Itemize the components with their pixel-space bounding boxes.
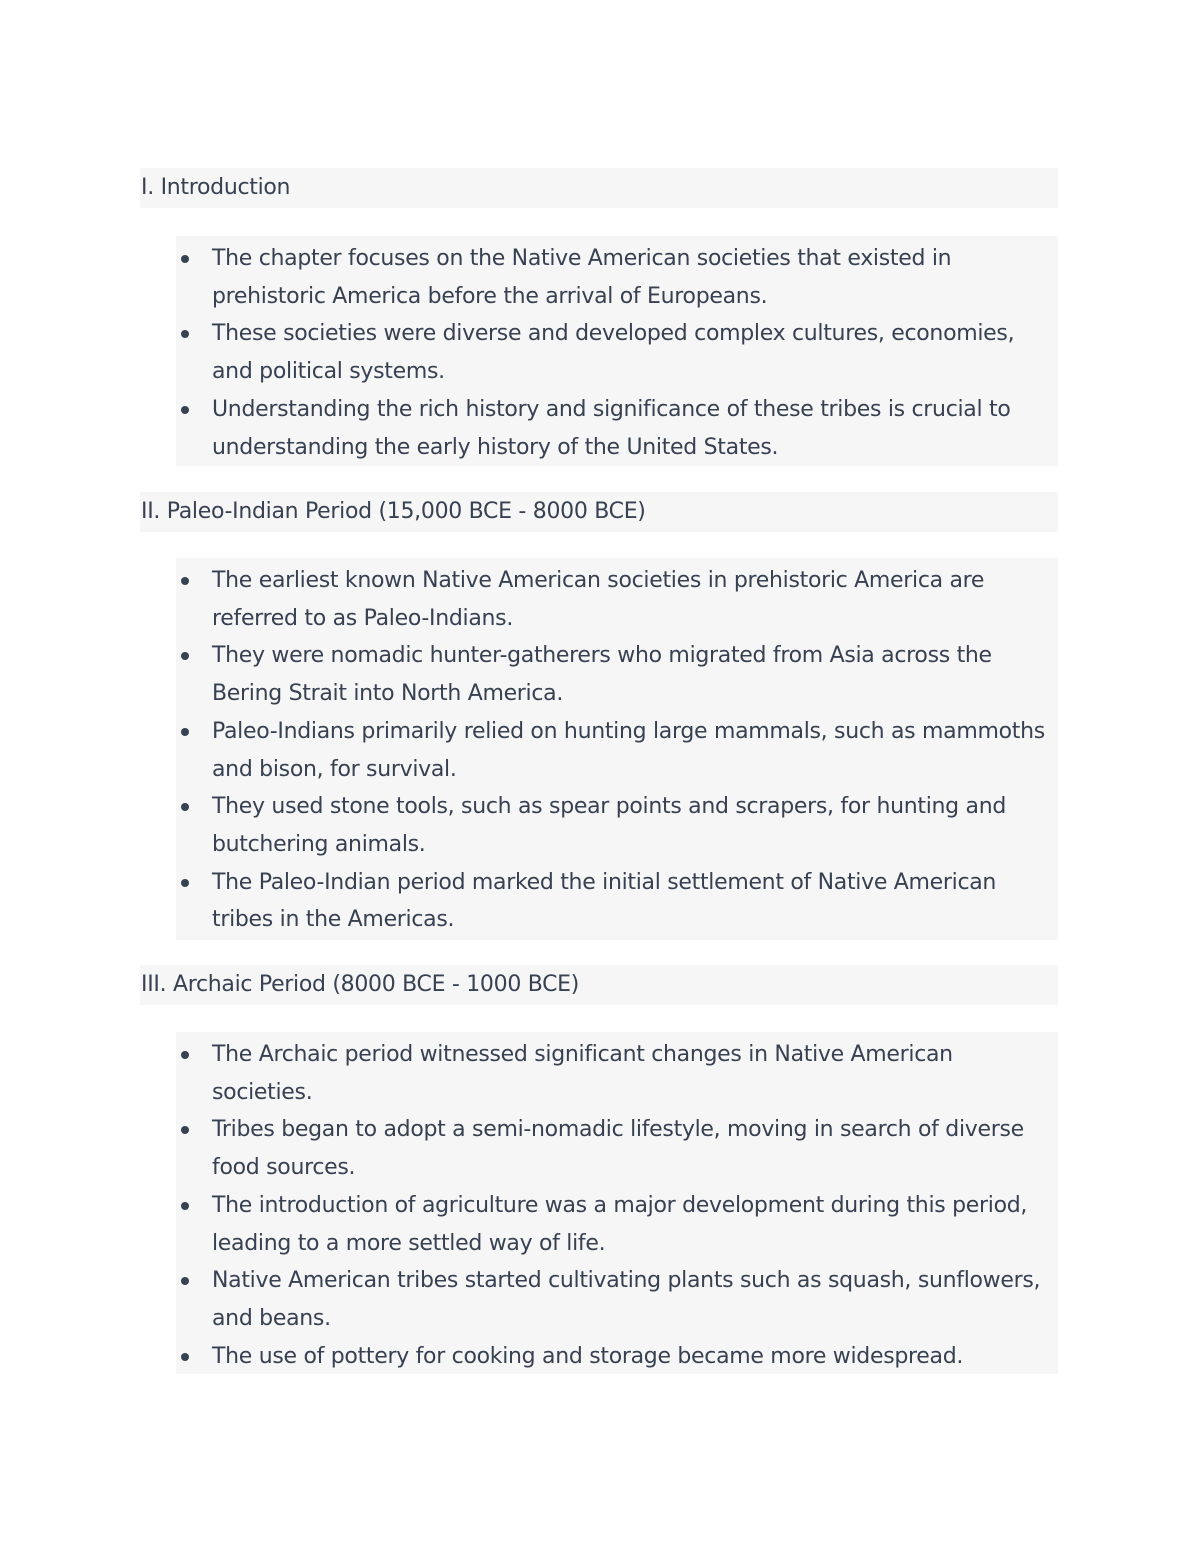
list-item <box>176 1036 1058 1111</box>
list-item-text: They were nomadic hunter-gatherers who migrated from Asia across the Bering Strait into North America. <box>212 643 992 707</box>
section-list-paleo-indian <box>176 558 1058 940</box>
list-item <box>176 562 1058 637</box>
list-item-text: Tribes began to adopt a semi-nomadic lifestyle, moving in search of diverse food sources. <box>212 1117 1024 1181</box>
list-item-text: Paleo-Indians primarily relied on hunting large mammals, such as mammoths and bison, for survival. <box>212 718 1045 782</box>
list-item <box>176 1338 1058 1376</box>
list-item-text: The chapter focuses on the Native American societies that existed in prehistoric America before the arrival of Europeans. <box>212 246 952 309</box>
section-heading-introduction: I. Introduction <box>140 168 1058 208</box>
list-item-text: Native American tribes started cultivating plants such as squash, sunflowers, and beans. <box>212 1268 1041 1331</box>
bullet-icon <box>181 1126 189 1134</box>
bullet-icon <box>181 1051 189 1059</box>
list-item <box>176 391 1058 466</box>
bullet-icon <box>181 1353 189 1361</box>
list-item-text: They used stone tools, such as spear points and scrapers, for hunting and butchering animals. <box>212 794 1007 857</box>
bullet-icon <box>181 728 189 736</box>
list-item <box>176 1187 1058 1262</box>
list-item <box>176 864 1058 939</box>
bullet-icon <box>181 406 189 414</box>
list-item-text: The earliest known Native American societies in prehistoric America are referred to as Paleo-Indians. <box>212 568 985 631</box>
list-item-text: The introduction of agriculture was a major development during this period, leading to a more settled way of life. <box>212 1192 1028 1256</box>
bullet-icon <box>181 1202 189 1210</box>
bullet-icon <box>181 652 189 660</box>
bullet-icon <box>181 803 189 811</box>
list-item <box>176 788 1058 863</box>
list-item-text: The use of pottery for cooking and storage became more widespread. <box>212 1343 964 1369</box>
section-heading-archaic: III. Archaic Period (8000 BCE - 1000 BCE) <box>140 965 1058 1005</box>
bullet-icon <box>181 577 189 585</box>
list-item <box>176 240 1058 315</box>
list-item-text: These societies were diverse and developed complex cultures, economies, and political systems. <box>212 321 1015 385</box>
section-list-archaic <box>176 1032 1058 1374</box>
list-item-text: The Archaic period witnessed significant changes in Native American societies. <box>212 1042 953 1105</box>
section-heading-paleo-indian: II. Paleo-Indian Period (15,000 BCE - 8000 BCE) <box>140 492 1058 532</box>
section-list-introduction <box>176 236 1058 466</box>
bullet-icon <box>181 330 189 338</box>
list-item <box>176 1262 1058 1337</box>
list-item <box>176 1111 1058 1186</box>
list-item-text: The Paleo-Indian period marked the initial settlement of Native American tribes in the Americas. <box>212 869 997 933</box>
list-item <box>176 315 1058 390</box>
bullet-icon <box>181 255 189 263</box>
list-item-text: Understanding the rich history and significance of these tribes is crucial to understanding the early history of the United States. <box>212 396 1011 460</box>
bullet-icon <box>181 1277 189 1285</box>
list-item <box>176 713 1058 788</box>
bullet-icon <box>181 879 189 887</box>
list-item <box>176 637 1058 712</box>
